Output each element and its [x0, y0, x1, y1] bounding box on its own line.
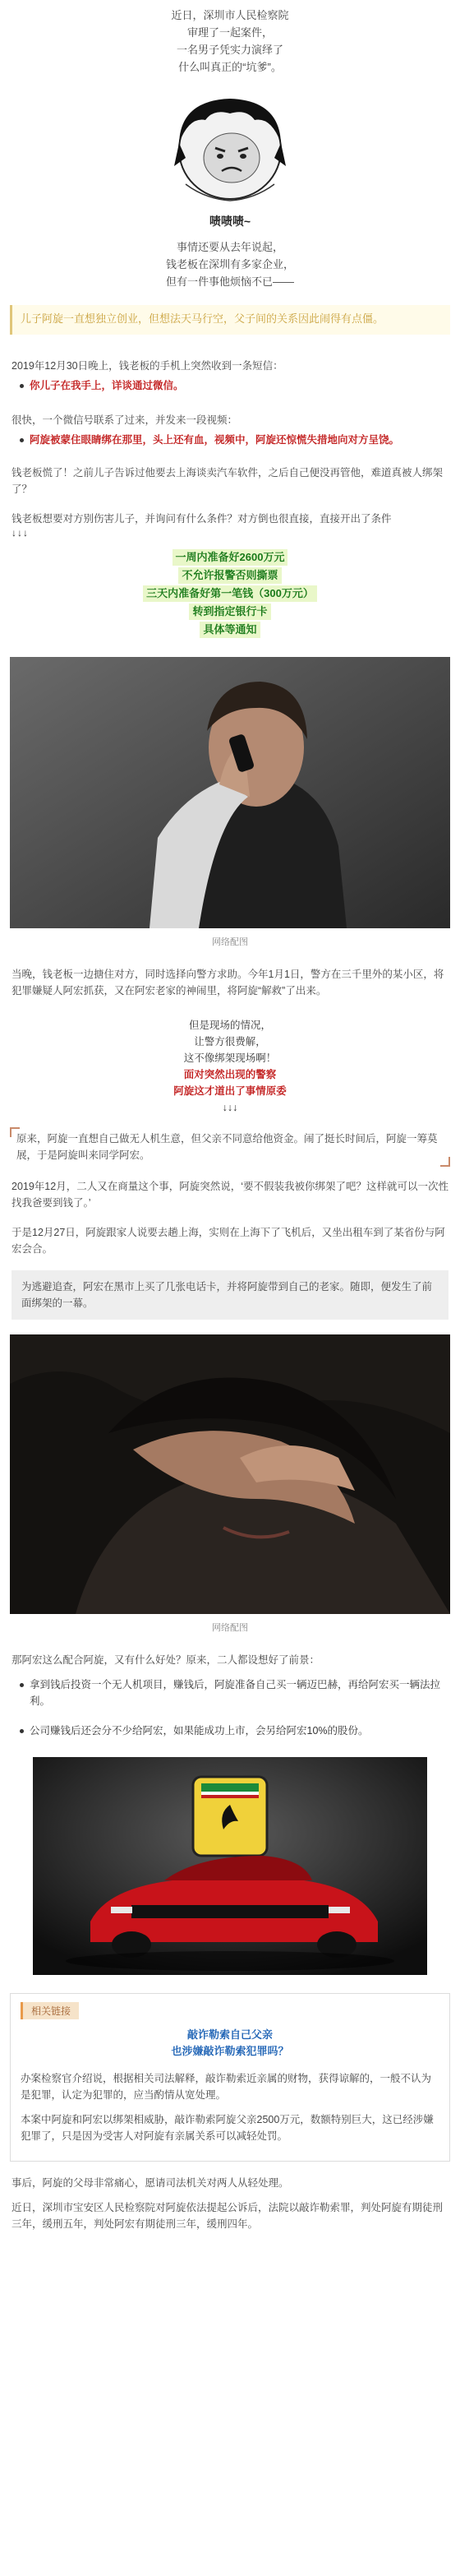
photo-distressed-woman: [10, 1334, 450, 1614]
photo-icon: [33, 1757, 427, 1975]
photo-red-sports-car: [33, 1757, 427, 1975]
down-arrows: ↓↓↓: [12, 527, 29, 539]
paragraph: 为逃避追查，阿宏在黑市上买了几张电话卡，并将阿旋带到自己的老家。随即，便发生了前面绑架的一幕。: [21, 1281, 433, 1309]
twist-red-line: 面对突然出现的警察: [183, 1069, 277, 1080]
bullet-list: [12, 1676, 448, 1739]
corner-bracket-icon: [440, 1157, 450, 1167]
demand-item: 一周内准备好2600万元: [172, 549, 288, 566]
paragraph: 事后，阿旋的父母非常痛心，愿请司法机关对两人从轻处理。: [12, 2177, 289, 2189]
related-link-tag: 相关链接: [21, 2002, 79, 2019]
paragraph: 本案中阿旋和阿宏以绑架相威胁，敲诈勒索阿旋父亲2500万元，数额特别巨大，这已经涉嫌犯罪了，只是因为受害人对阿旋有亲属关系可以减轻处罚。: [21, 2114, 434, 2142]
meme-image: [156, 84, 304, 228]
twist-red-line: 阿旋这才道出了事情原委: [173, 1085, 287, 1097]
bullet-item: 公司赚钱后还会分不少给阿宏，如果能成功上市，会另给阿宏10%的股份。: [12, 1723, 448, 1739]
bullet-list: [12, 377, 448, 394]
intro-line: 一名男子凭实力演绎了: [176, 44, 283, 56]
intro-line: 审理了一起案件，: [186, 26, 273, 39]
paragraph: 那阿宏这么配合阿旋，又有什么好处？原来，二人都设想好了前景：: [12, 1654, 320, 1666]
bullet-list: [12, 432, 448, 448]
related-link-title-line: 敲诈勒索自己父亲: [186, 2029, 273, 2042]
bullet-item: 你儿子在我手上，详谈通过微信。: [12, 377, 448, 394]
paragraph: 钱老板想要对方别伤害儿子，并询问有什么条件？对方倒也很直接，直接开出了条件: [12, 513, 392, 525]
demand-item: 具体等通知: [200, 622, 260, 638]
highlight-box: [12, 1270, 448, 1320]
meme-caption: 啧啧啧~: [209, 215, 251, 228]
twist-lines: [0, 1017, 460, 1116]
bullet-item: 拿到钱后投资一个无人机项目，赚钱后，阿旋准备自己买一辆迈巴赫，再给阿宏买一辆法拉利。: [12, 1676, 448, 1709]
related-link-title-line: 也涉嫌敲诈勒索犯罪吗？: [171, 2046, 289, 2058]
photo-man-on-phone: [10, 657, 450, 928]
lead-line: 钱老板在深圳有多家企业，: [165, 258, 294, 271]
paragraph: 办案检察官介绍说，根据相关司法解释，敲诈勒索近亲属的财物，获得谅解的，一般不认为是犯罪，认定为犯罪的，应当酌情从宽处理。: [21, 2073, 432, 2101]
down-arrows: ↓↓↓: [222, 1102, 238, 1113]
quote-box: [10, 305, 450, 335]
paragraph: 于是12月27日，阿旋跟家人说要去趟上海，实则在上海下了飞机后，又坐出租车到了某省份与阿宏会合。: [12, 1227, 445, 1255]
photo-caption: 网络配图: [212, 937, 248, 947]
paragraph: 2019年12月，二人又在商量这个事，阿旋突然说，‘要不假装我被你绑架了吧？这样就可以一次性找我爸要到钱了。’: [12, 1181, 448, 1209]
photo-caption: 网络配图: [212, 1623, 248, 1633]
photo-icon: [10, 657, 450, 928]
lead-lines: [0, 238, 460, 290]
demands-list: [0, 548, 460, 639]
paragraph: 钱老板慌了！之前儿子告诉过他要去上海谈卖汽车软件，之后自己便没再管他，难道真被人绑架了？: [12, 467, 444, 495]
lead-line: 但有一件事他烦恼不已——: [165, 275, 294, 288]
twist-line: 让警方很费解，: [194, 1036, 266, 1048]
photo-icon: [10, 1334, 450, 1614]
meme-face-icon: [156, 84, 304, 207]
paragraph: 很快，一个微信号联系了过来，并发来一段视频：: [12, 414, 238, 426]
twist-line: 这不像绑架现场啊！: [183, 1052, 277, 1064]
related-link-title: [21, 2028, 439, 2060]
demand-item: 转到指定银行卡: [189, 604, 270, 620]
related-link-section: [10, 1993, 450, 2162]
intro-lines: [0, 0, 460, 76]
twist-line: 但是现场的情况，: [188, 1020, 271, 1031]
demand-item: 三天内准备好第一笔钱（300万元）: [143, 585, 317, 602]
bracket-paragraph: [12, 1131, 448, 1163]
intro-line: 什么叫真正的“坑爹”。: [178, 61, 282, 73]
bullet-item: 阿旋被蒙住眼睛绑在那里，头上还有血，视频中，阿旋还惊慌失措地向对方呈饶。: [12, 432, 448, 448]
paragraph: 近日，深圳市宝安区人民检察院对阿旋依法提起公诉后，法院以敲诈勒索罪，判处阿旋有期徒刑三年，缓刑五年，判处阿宏有期徒刑三年，缓刑四年。: [12, 2202, 444, 2230]
related-link-body: [21, 2070, 439, 2144]
paragraph: 2019年12月30日晚上，钱老板的手机上突然收到一条短信：: [12, 360, 283, 372]
corner-bracket-icon: [10, 1127, 20, 1137]
lead-line: 事情还要从去年说起，: [176, 241, 283, 253]
quote-text: 儿子阿旋一直想独立创业，但想法天马行空，父子间的关系因此闹得有点僵。: [21, 313, 384, 326]
paragraph: 当晚，钱老板一边搪住对方，同时选择向警方求助。今年1月1日，警方在三千里外的某小区，将犯罪嫌疑人阿宏抓获，又在阿宏老家的神闹里，将阿旋“解救”了出来。: [12, 969, 444, 997]
intro-line: 近日，深圳市人民检察院: [171, 9, 289, 21]
demand-item: 不允许报警否则撕票: [178, 567, 281, 584]
paragraph: 原来，阿旋一直想自己做无人机生意，但父亲不同意给他资金。闹了挺长时间后，阿旋一筹莫展，于是阿旋叫来同学阿宏。: [16, 1133, 438, 1161]
